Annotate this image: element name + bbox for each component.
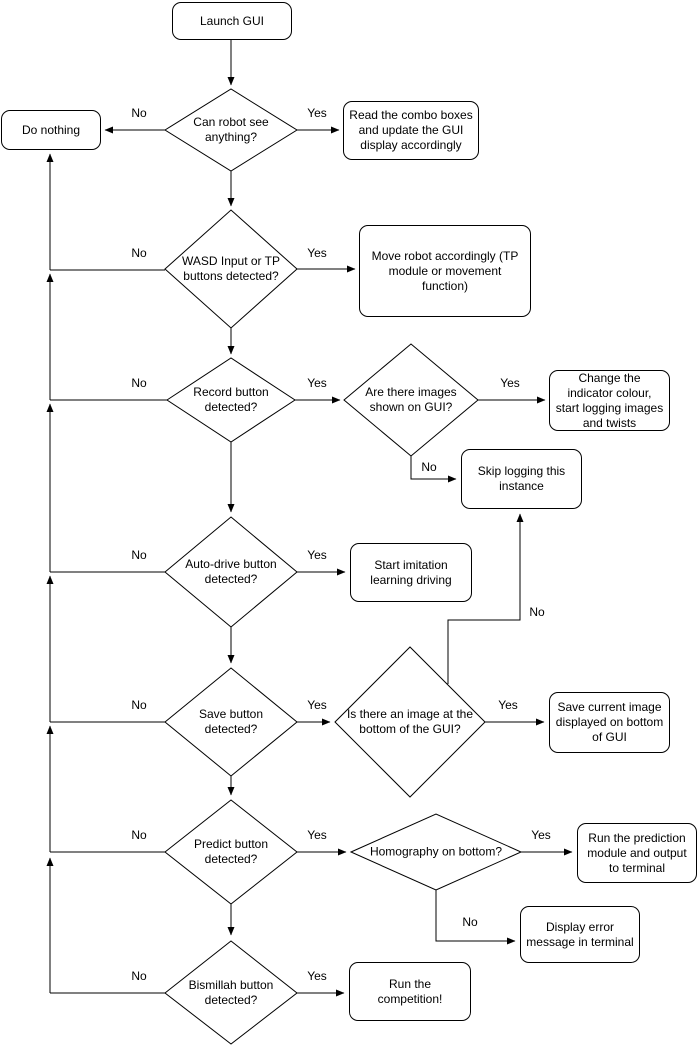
decision-wasd-label: WASD Input or TP buttons detected? <box>181 254 281 283</box>
decision-bismillah-label: Bismillah button detected? <box>188 978 274 1007</box>
decision-images-gui-label: Are there images shown on GUI? <box>365 385 457 414</box>
edge-label-predict-yes: Yes <box>307 827 327 842</box>
edge-label-autodrive-yes: Yes <box>307 547 327 562</box>
node-skip-logging: Skip logging this instance <box>461 449 582 509</box>
decision-record-label: Record button detected? <box>193 385 269 414</box>
edge-label-bismillah-yes: Yes <box>307 968 327 983</box>
decision-predict-shape <box>165 800 297 904</box>
node-run-prediction: Run the prediction module and output to terminal <box>577 823 697 883</box>
edge-label-record-no: No <box>131 375 147 390</box>
edge-label-imagebottom-no: No <box>529 604 545 619</box>
node-move-robot: Move robot accordingly (TP module or movement function) <box>359 225 531 317</box>
decision-images-gui-shape <box>344 344 478 456</box>
decision-record-shape <box>167 358 295 442</box>
node-save-current-image: Save current image displayed on bottom of GUI <box>549 692 670 753</box>
edge-label-homography-no: No <box>462 914 478 929</box>
edge-label-imagebottom-yes: Yes <box>498 697 518 712</box>
edge-label-imagesgui-no: No <box>421 459 437 474</box>
node-display-error: Display error message in terminal <box>520 906 640 963</box>
decision-bismillah-shape <box>165 941 297 1044</box>
decision-save-shape <box>165 668 297 776</box>
decision-homography-label: Homography on bottom? <box>369 844 503 859</box>
node-read-combo-boxes: Read the combo boxes and update the GUI display accordingly <box>343 101 479 160</box>
decision-autodrive-label: Auto-drive button detected? <box>185 557 277 586</box>
edge-label-save-no: No <box>131 697 147 712</box>
decision-image-bottom-label: Is there an image at the bottom of the GUI? <box>346 707 474 736</box>
edge-label-autodrive-no: No <box>131 547 147 562</box>
node-change-indicator: Change the indicator colour, start logging images and twists <box>549 370 670 431</box>
node-run-competition: Run the competition! <box>349 962 471 1021</box>
node-launch-gui: Launch GUI <box>172 2 292 40</box>
decision-image-bottom-shape <box>335 647 485 797</box>
edge-label-homography-yes: Yes <box>531 827 551 842</box>
edge-label-imagesgui-yes: Yes <box>500 375 520 390</box>
edge-label-bismillah-no: No <box>131 968 147 983</box>
node-start-imitation: Start imitation learning driving <box>350 543 472 602</box>
edge-label-record-yes: Yes <box>307 375 327 390</box>
decision-can-see-label: Can robot see anything? <box>193 115 269 144</box>
edge-label-wasd-yes: Yes <box>307 245 327 260</box>
edge-label-wasd-no: No <box>131 245 147 260</box>
edge-label-save-yes: Yes <box>307 697 327 712</box>
decision-wasd-shape <box>165 210 297 328</box>
edge-label-predict-no: No <box>131 827 147 842</box>
decision-homography-shape <box>351 814 521 890</box>
edge-label-cansee-no: No <box>131 105 147 120</box>
node-do-nothing: Do nothing <box>1 110 101 150</box>
decision-can-see-shape <box>165 89 297 171</box>
decision-autodrive-shape <box>165 517 297 627</box>
decision-predict-label: Predict button detected? <box>193 837 269 866</box>
decision-save-label: Save button detected? <box>198 707 264 736</box>
edge-label-cansee-yes: Yes <box>307 105 327 120</box>
